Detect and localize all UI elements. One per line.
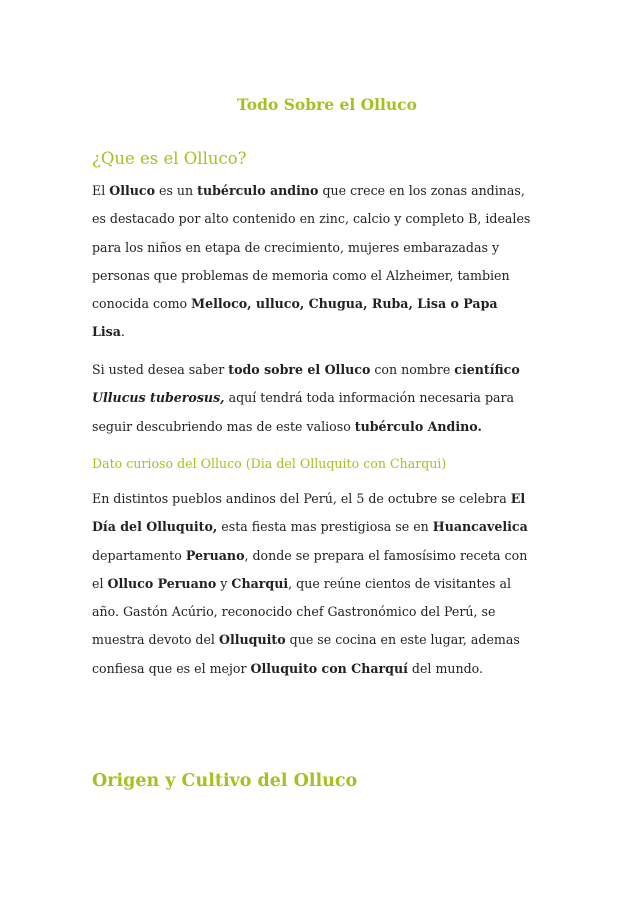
text-line: seguir descubriendo mas de este valioso tubérculo Andino.	[92, 418, 482, 434]
text-line: Ullucus tuberosus, aquí tendrá toda información necesaria para	[92, 390, 515, 406]
text-line: conocida como Melloco, ulluco, Chugua, Ruba, Lisa o Papa	[92, 296, 498, 312]
document-title: Todo Sobre el Olluco	[237, 95, 417, 114]
section-heading-dato-curioso: Dato curioso del Olluco (Dia del Olluquito con Charqui)	[92, 456, 447, 471]
paragraph-que-es	[92, 177, 562, 347]
text-line: Si usted desea saber todo sobre el Olluco con nombre científico	[92, 362, 520, 377]
section-heading-origen: Origen y Cultivo del Olluco	[92, 771, 358, 791]
text-line: personas que problemas de memoria como el Alzheimer, tambien	[92, 267, 510, 283]
text-line: es destacado por alto contenido en zinc, calcio y completo B, ideales	[92, 211, 531, 227]
section-heading-que-es: ¿Que es el Olluco?	[92, 149, 247, 168]
text-line: Día del Olluquito, esta fiesta mas prestigiosa se en Huancavelica	[92, 519, 528, 535]
text-line: para los niños en etapa de crecimiento, mujeres embarazadas y	[92, 239, 500, 255]
text-line: confiesa que es el mejor Olluquito con Charquí del mundo.	[92, 660, 484, 676]
text-line: muestra devoto del Olluquito que se cocina en este lugar, ademas	[92, 632, 520, 648]
text-line: año. Gastón Acúrio, reconocido chef Gastronómico del Perú, se	[92, 604, 496, 620]
text-line: En distintos pueblos andinos del Perú, el 5 de octubre se celebra El	[92, 491, 526, 506]
text-line: El Olluco es un tubérculo andino que crece en los zonas andinas,	[92, 183, 525, 198]
text-line: departamento Peruano, donde se prepara el famosísimo receta con	[92, 547, 528, 563]
text-line: Lisa.	[92, 324, 125, 340]
text-line: el Olluco Peruano y Charqui, que reúne cientos de visitantes al	[92, 575, 512, 591]
paragraph-todo-sobre	[92, 356, 562, 441]
paragraph-dato-curioso	[92, 485, 562, 683]
